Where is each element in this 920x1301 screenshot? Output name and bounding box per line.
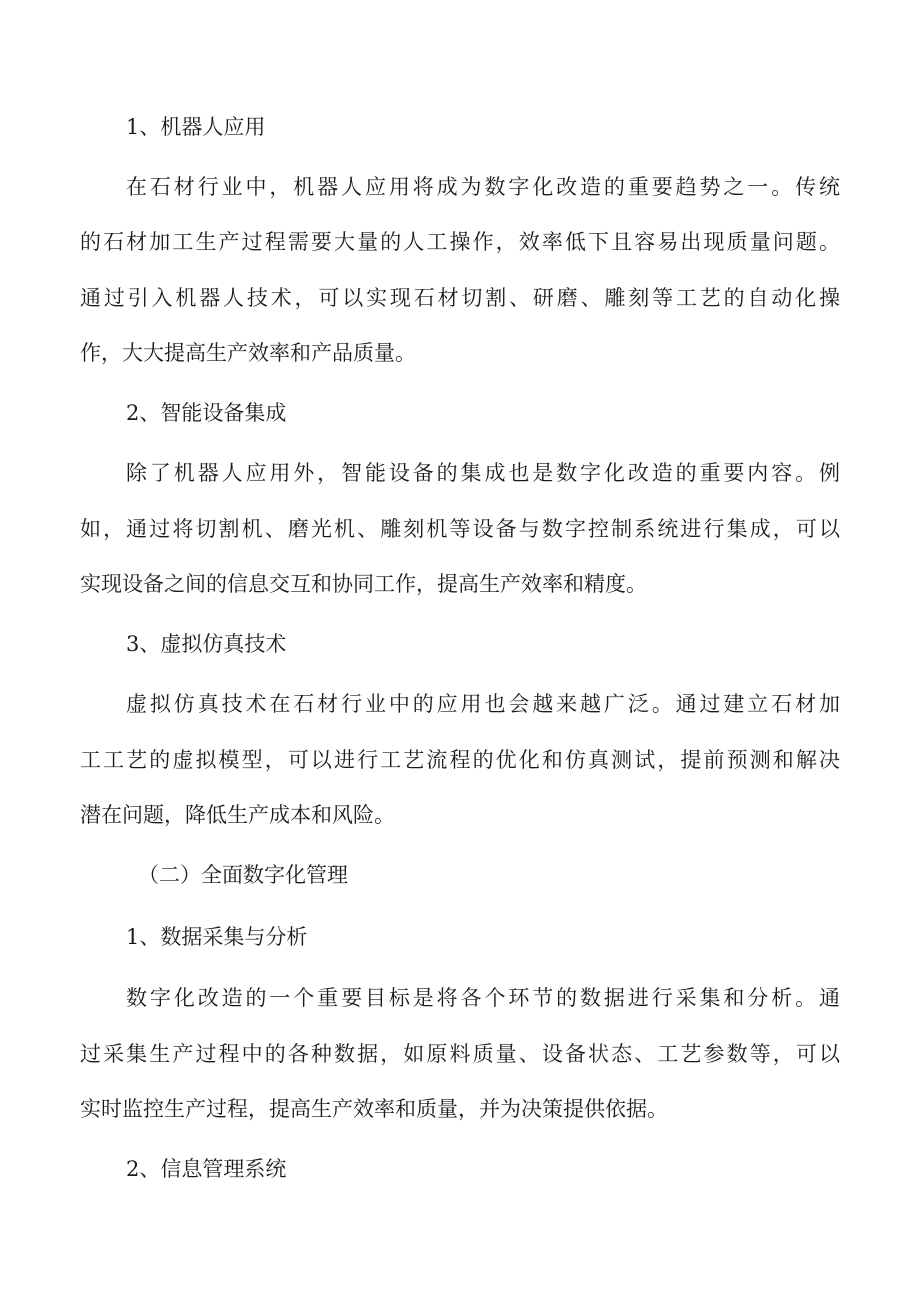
section-heading-robot-application: 1、机器人应用 bbox=[126, 115, 266, 139]
paragraph-line: 作，大大提高生产效率和产品质量。 bbox=[80, 341, 416, 365]
paragraph-line: 实现设备之间的信息交互和协同工作，提高生产效率和精度。 bbox=[80, 572, 647, 596]
paragraph-line: 潜在问题，降低生产成本和风险。 bbox=[80, 803, 395, 827]
section-heading-smart-device-integration: 2、智能设备集成 bbox=[126, 401, 287, 425]
section-heading-virtual-simulation: 3、虚拟仿真技术 bbox=[126, 632, 287, 656]
paragraph-line: 过采集生产过程中的各种数据，如原料质量、设备状态、工艺参数等，可以 bbox=[80, 1042, 840, 1066]
paragraph-line: 工工艺的虚拟模型，可以进行工艺流程的优化和仿真测试，提前预测和解决 bbox=[80, 748, 840, 772]
paragraph-line: 通过引入机器人技术，可以实现石材切割、研磨、雕刻等工艺的自动化操 bbox=[80, 286, 840, 310]
section-heading-information-management: 2、信息管理系统 bbox=[126, 1157, 287, 1181]
section-heading-data-collection: 1、数据采集与分析 bbox=[126, 925, 308, 949]
paragraph-line: 除了机器人应用外，智能设备的集成也是数字化改造的重要内容。例 bbox=[126, 461, 840, 485]
subsection-title: （二）全面数字化管理 bbox=[138, 863, 348, 887]
paragraph-line: 如，通过将切割机、磨光机、雕刻机等设备与数字控制系统进行集成，可以 bbox=[80, 517, 840, 541]
paragraph-line: 的石材加工生产过程需要大量的人工操作，效率低下且容易出现质量问题。 bbox=[80, 230, 840, 254]
paragraph-line: 虚拟仿真技术在石材行业中的应用也会越来越广泛。通过建立石材加 bbox=[126, 692, 840, 716]
paragraph-line: 实时监控生产过程，提高生产效率和质量，并为决策提供依据。 bbox=[80, 1097, 668, 1121]
paragraph-line: 数字化改造的一个重要目标是将各个环节的数据进行采集和分析。通 bbox=[126, 986, 840, 1010]
paragraph-line: 在石材行业中，机器人应用将成为数字化改造的重要趋势之一。传统 bbox=[126, 175, 840, 199]
